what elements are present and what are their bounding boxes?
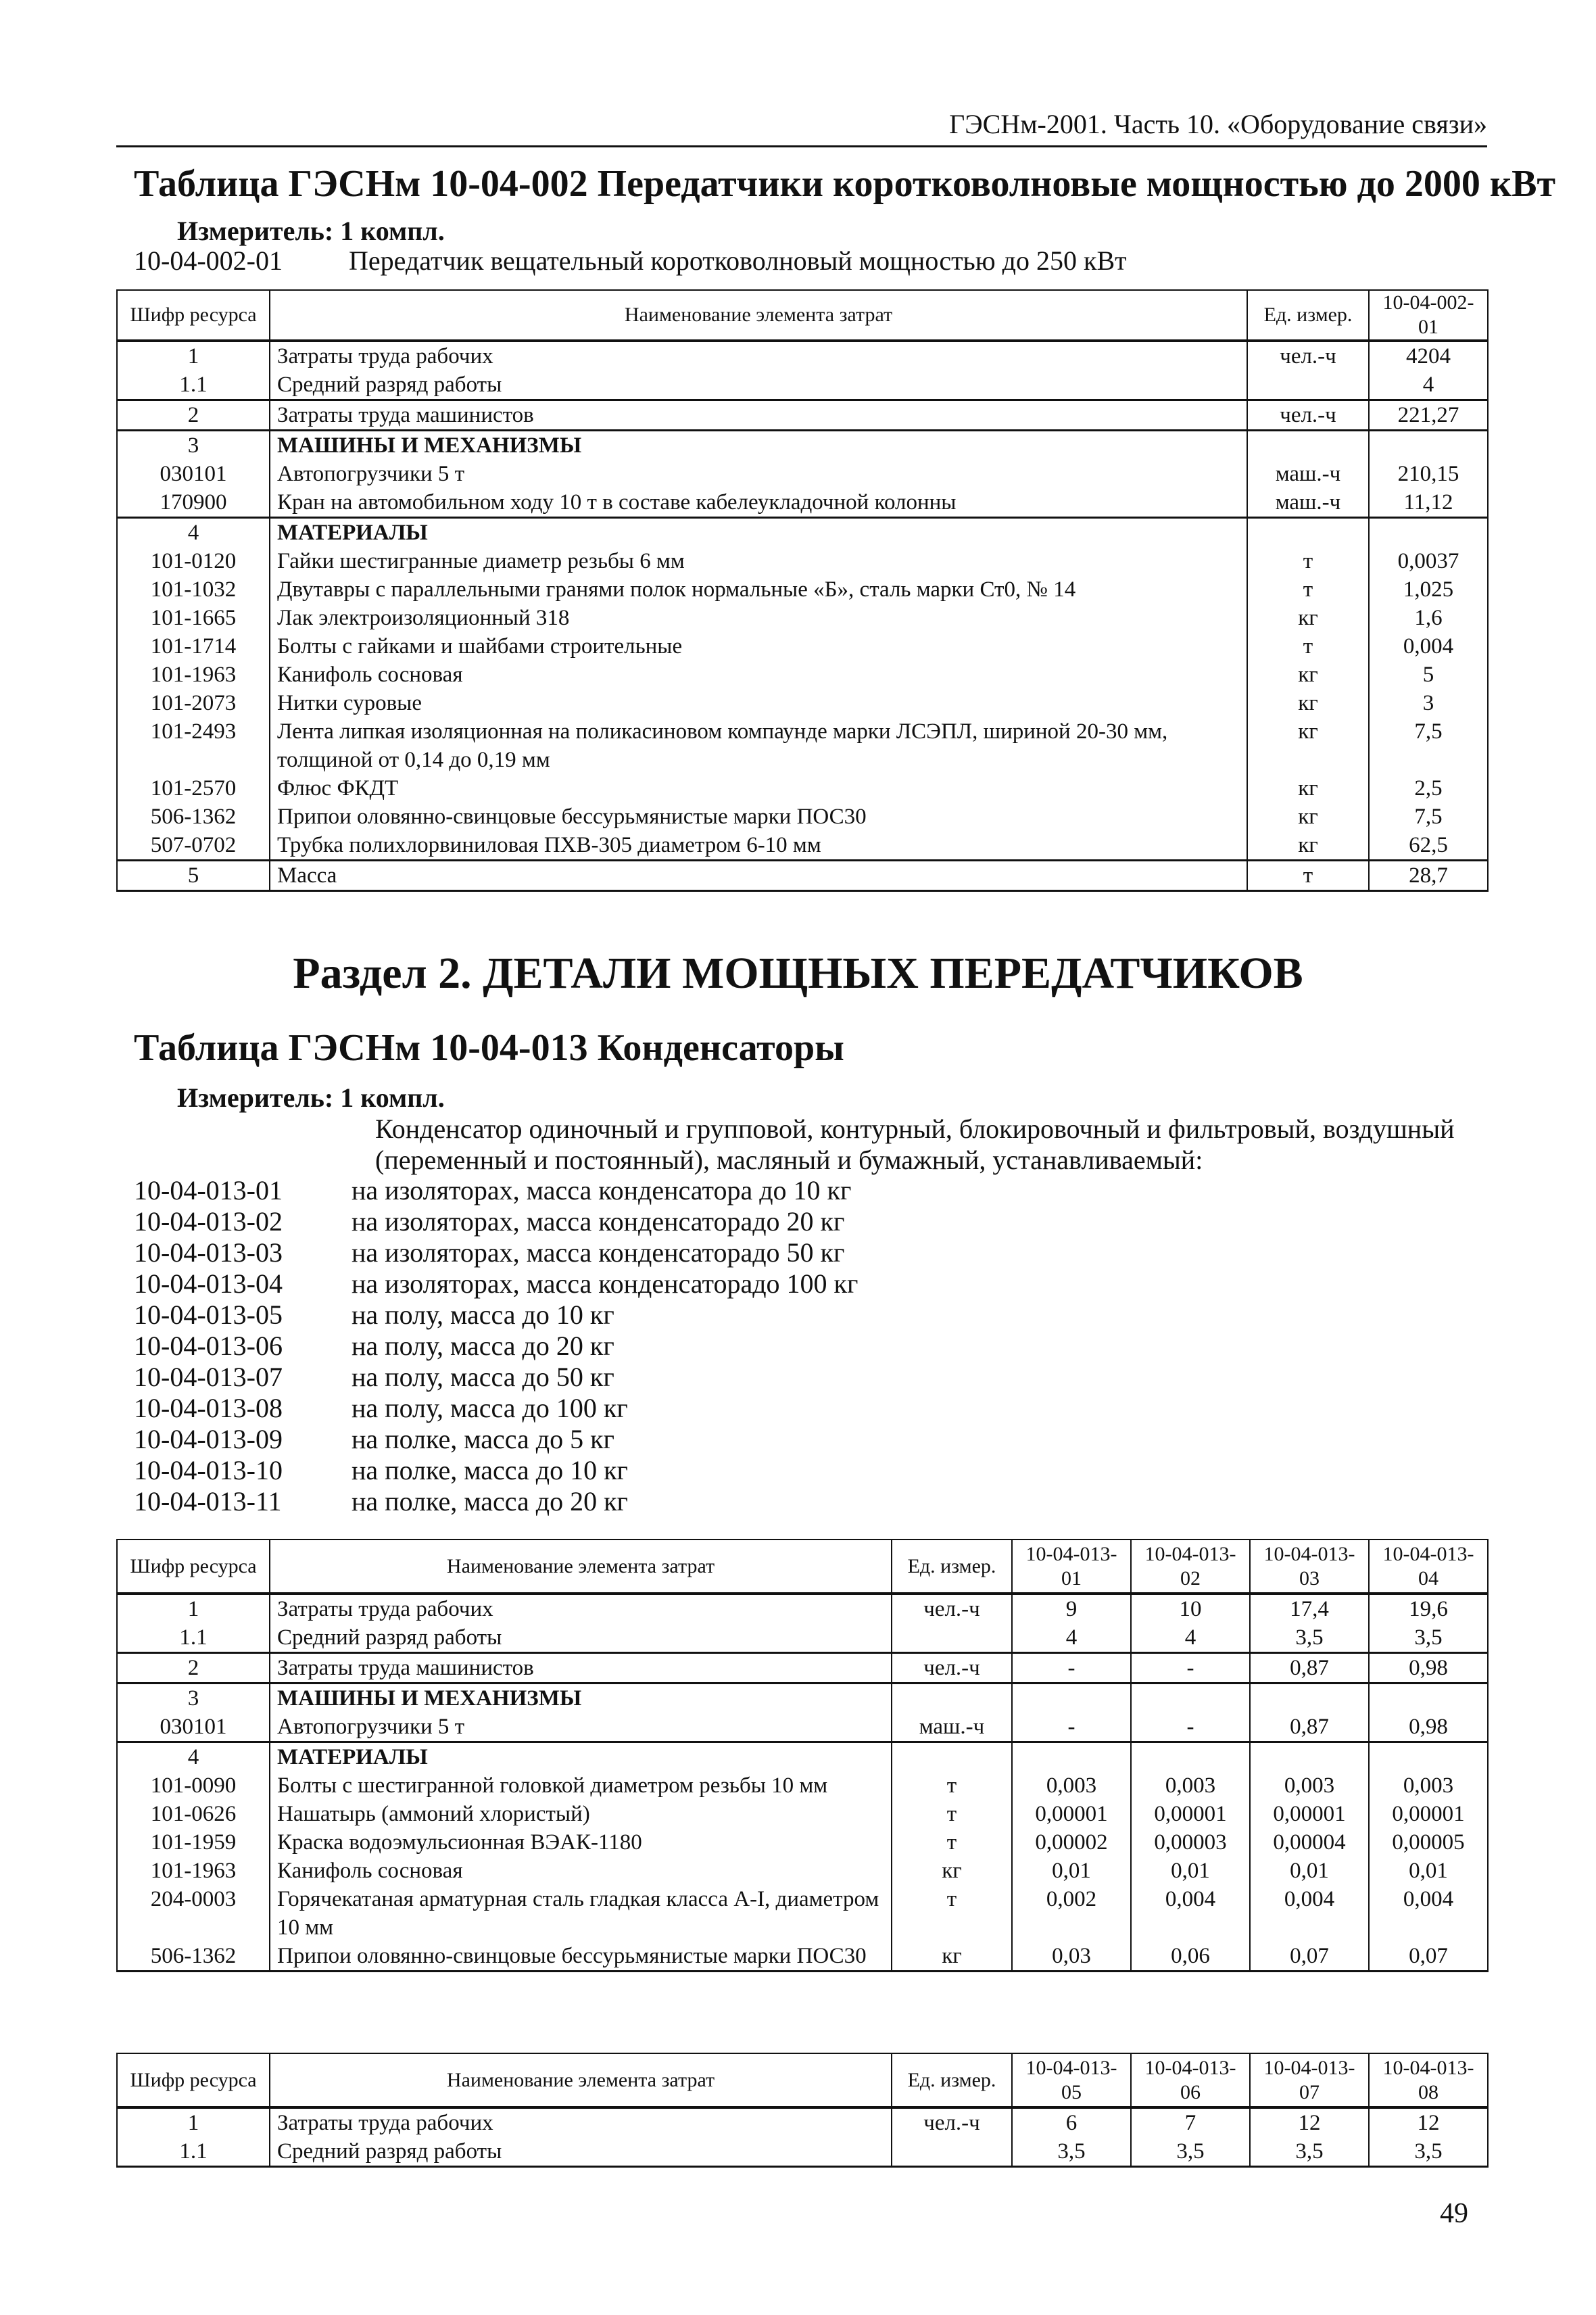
item-line bbox=[134, 1299, 858, 1331]
row-value: 0,00001 bbox=[1369, 1800, 1488, 1828]
row-name: Затраты труда машинистов bbox=[270, 400, 1247, 431]
row-value: 4204 bbox=[1369, 341, 1488, 371]
row-unit: чел.-ч bbox=[892, 1653, 1012, 1684]
table1-head-unit: Ед. измер. bbox=[1247, 290, 1369, 341]
row-code: 101-1665 bbox=[117, 604, 270, 632]
row-name: Болты с гайками и шайбами строительные bbox=[270, 632, 1247, 661]
table-row bbox=[117, 661, 1488, 689]
row-unit: т bbox=[1247, 632, 1369, 661]
row-value: 0,01 bbox=[1131, 1857, 1250, 1885]
table1-title: Таблица ГЭСНм 10-04-002 Передатчики коротковолновые мощностью до 2000 кВт bbox=[134, 163, 1555, 205]
row-name: Гайки шестигранные диаметр резьбы 6 мм bbox=[270, 547, 1247, 575]
item-line bbox=[134, 1455, 858, 1486]
running-header: ГЭСНм-2001. Часть 10. «Оборудование связи» bbox=[116, 108, 1487, 147]
row-value: 0,003 bbox=[1369, 1771, 1488, 1800]
row-value: 6 bbox=[1012, 2107, 1131, 2137]
row-value: 3,5 bbox=[1250, 1623, 1369, 1653]
table2 bbox=[116, 1539, 1489, 1972]
row-unit bbox=[1247, 431, 1369, 460]
row-value: - bbox=[1012, 1653, 1131, 1684]
table3-head-code: Шифр ресурса bbox=[117, 2053, 270, 2107]
row-value: 0,004 bbox=[1369, 1885, 1488, 1942]
row-value: 1,025 bbox=[1369, 575, 1488, 604]
row-value: 0,0037 bbox=[1369, 547, 1488, 575]
table-row bbox=[117, 1653, 1488, 1684]
row-value: 210,15 bbox=[1369, 460, 1488, 488]
table-row bbox=[117, 371, 1488, 400]
row-code: 101-1963 bbox=[117, 661, 270, 689]
row-name: Кран на автомобильном ходу 10 т в составе кабелеукладочной колонны bbox=[270, 488, 1247, 518]
item-line bbox=[134, 1206, 858, 1237]
row-value: 19,6 bbox=[1369, 1594, 1488, 1623]
row-code: 1 bbox=[117, 1594, 270, 1623]
row-unit: кг bbox=[892, 1857, 1012, 1885]
row-value: 7,5 bbox=[1369, 803, 1488, 831]
table-row bbox=[117, 604, 1488, 632]
row-unit: т bbox=[892, 1800, 1012, 1828]
row-value: 0,003 bbox=[1131, 1771, 1250, 1800]
row-unit: маш.-ч bbox=[1247, 488, 1369, 518]
row-code: 4 bbox=[117, 1742, 270, 1772]
item-text: на изоляторах, масса конденсаторадо 100 кг bbox=[352, 1268, 859, 1299]
row-value bbox=[1012, 1684, 1131, 1713]
row-code: 2 bbox=[117, 1653, 270, 1684]
row-code: 030101 bbox=[117, 460, 270, 488]
row-value: 0,00001 bbox=[1012, 1800, 1131, 1828]
row-unit: кг bbox=[1247, 604, 1369, 632]
row-value: 0,002 bbox=[1012, 1885, 1131, 1942]
row-code: 506-1362 bbox=[117, 1942, 270, 1972]
row-name: Лента липкая изоляционная на поликасиновом компаунде марки ЛСЭПЛ, шириной 20-30 мм, толщиной от 0,14 до 0,19 мм bbox=[270, 717, 1247, 774]
table-row bbox=[117, 861, 1488, 891]
section-title: Раздел 2. ДЕТАЛИ МОЩНЫХ ПЕРЕДАТЧИКОВ bbox=[293, 949, 1303, 998]
row-unit: кг bbox=[892, 1942, 1012, 1972]
table2-title: Таблица ГЭСНм 10-04-013 Конденсаторы bbox=[134, 1027, 844, 1069]
row-value: 5 bbox=[1369, 661, 1488, 689]
row-value bbox=[1250, 1684, 1369, 1713]
row-value: 0,01 bbox=[1250, 1857, 1369, 1885]
table-row bbox=[117, 1742, 1488, 1772]
row-value: 0,004 bbox=[1250, 1885, 1369, 1942]
row-code: 101-2493 bbox=[117, 717, 270, 774]
row-value bbox=[1369, 1742, 1488, 1772]
row-code: 1.1 bbox=[117, 2137, 270, 2167]
item-text: на изоляторах, масса конденсатора до 10 кг bbox=[352, 1175, 852, 1206]
row-code: 101-1959 bbox=[117, 1828, 270, 1857]
row-value: 0,004 bbox=[1369, 632, 1488, 661]
row-name: Затраты труда рабочих bbox=[270, 341, 1247, 371]
item-code: 10-04-013-03 bbox=[134, 1237, 283, 1268]
row-code: 101-0626 bbox=[117, 1800, 270, 1828]
row-unit bbox=[892, 2137, 1012, 2167]
table1-measure: Измеритель: 1 компл. bbox=[177, 216, 445, 246]
table3-head-unit: Ед. измер. bbox=[892, 2053, 1012, 2107]
table-row bbox=[117, 1771, 1488, 1800]
row-unit: т bbox=[1247, 861, 1369, 891]
table2-head-col: 10-04-013-01 bbox=[1012, 1540, 1131, 1594]
row-name: Нитки суровые bbox=[270, 689, 1247, 717]
row-value: 0,98 bbox=[1369, 1653, 1488, 1684]
row-code: 101-2570 bbox=[117, 774, 270, 803]
row-value bbox=[1131, 1684, 1250, 1713]
item-line bbox=[134, 1237, 858, 1268]
table-row bbox=[117, 1885, 1488, 1942]
row-code: 101-2073 bbox=[117, 689, 270, 717]
row-value bbox=[1369, 518, 1488, 548]
table2-head-col: 10-04-013-02 bbox=[1131, 1540, 1250, 1594]
table-row bbox=[117, 575, 1488, 604]
row-code: 101-1963 bbox=[117, 1857, 270, 1885]
table-row bbox=[117, 1800, 1488, 1828]
row-value: 0,004 bbox=[1131, 1885, 1250, 1942]
row-unit bbox=[1247, 518, 1369, 548]
table2-head-col: 10-04-013-04 bbox=[1369, 1540, 1488, 1594]
table1-item-text: Передатчик вещательный коротковолновый мощностью до 250 кВт bbox=[349, 245, 1127, 276]
row-value: - bbox=[1012, 1713, 1131, 1742]
row-name: Двутавры с параллельными гранями полок нормальные «Б», сталь марки Ст0, № 14 bbox=[270, 575, 1247, 604]
table-row bbox=[117, 1623, 1488, 1653]
row-unit: кг bbox=[1247, 661, 1369, 689]
row-unit: т bbox=[892, 1771, 1012, 1800]
row-value bbox=[1369, 1684, 1488, 1713]
row-name: Средний разряд работы bbox=[270, 1623, 892, 1653]
table-row bbox=[117, 518, 1488, 548]
row-unit: маш.-ч bbox=[1247, 460, 1369, 488]
row-unit bbox=[892, 1684, 1012, 1713]
row-value: 1,6 bbox=[1369, 604, 1488, 632]
row-value bbox=[1012, 1742, 1131, 1772]
row-value: - bbox=[1131, 1713, 1250, 1742]
row-name: Нашатырь (аммоний хлористый) bbox=[270, 1800, 892, 1828]
item-line bbox=[134, 1331, 858, 1362]
row-value: 3,5 bbox=[1250, 2137, 1369, 2167]
row-value: 7,5 bbox=[1369, 717, 1488, 774]
row-unit bbox=[1247, 371, 1369, 400]
row-code: 101-1032 bbox=[117, 575, 270, 604]
row-value: 0,00001 bbox=[1131, 1800, 1250, 1828]
row-name: Средний разряд работы bbox=[270, 371, 1247, 400]
table-row bbox=[117, 341, 1488, 371]
row-unit: кг bbox=[1247, 774, 1369, 803]
row-code: 1 bbox=[117, 2107, 270, 2137]
item-text: на полу, масса до 100 кг bbox=[352, 1393, 628, 1423]
row-name: МАШИНЫ И МЕХАНИЗМЫ bbox=[270, 431, 1247, 460]
row-value: 7 bbox=[1131, 2107, 1250, 2137]
row-code: 170900 bbox=[117, 488, 270, 518]
row-value bbox=[1131, 1742, 1250, 1772]
item-text: на полке, масса до 5 кг bbox=[352, 1424, 614, 1454]
table2-item-list bbox=[134, 1175, 858, 1517]
row-value: 0,003 bbox=[1012, 1771, 1131, 1800]
row-value: - bbox=[1131, 1653, 1250, 1684]
row-unit: кг bbox=[1247, 803, 1369, 831]
row-unit: чел.-ч bbox=[1247, 341, 1369, 371]
row-value: 3 bbox=[1369, 689, 1488, 717]
row-value: 11,12 bbox=[1369, 488, 1488, 518]
row-name: Канифоль сосновая bbox=[270, 661, 1247, 689]
table2-intro-line2: (переменный и постоянный), масляный и бумажный, устанавливаемый: bbox=[375, 1145, 1203, 1175]
row-unit: кг bbox=[1247, 717, 1369, 774]
item-text: на полу, масса до 50 кг bbox=[352, 1362, 614, 1392]
table2-head-unit: Ед. измер. bbox=[892, 1540, 1012, 1594]
row-code: 030101 bbox=[117, 1713, 270, 1742]
row-unit: кг bbox=[1247, 689, 1369, 717]
table-row bbox=[117, 803, 1488, 831]
table-row bbox=[117, 717, 1488, 774]
row-value: 0,87 bbox=[1250, 1713, 1369, 1742]
row-value: 0,87 bbox=[1250, 1653, 1369, 1684]
table2-head-name: Наименование элемента затрат bbox=[270, 1540, 892, 1594]
row-code: 101-0120 bbox=[117, 547, 270, 575]
item-line bbox=[134, 1362, 858, 1393]
table1-head-col1: 10-04-002-01 bbox=[1369, 290, 1488, 341]
row-name: МАТЕРИАЛЫ bbox=[270, 1742, 892, 1772]
item-text: на полу, масса до 20 кг bbox=[352, 1331, 614, 1361]
table-row bbox=[117, 2107, 1488, 2137]
table1-item-code: 10-04-002-01 bbox=[134, 245, 283, 276]
row-name: Болты с шестигранной головкой диаметром резьбы 10 мм bbox=[270, 1771, 892, 1800]
table3-head-col: 10-04-013-05 bbox=[1012, 2053, 1131, 2107]
row-unit: т bbox=[1247, 547, 1369, 575]
item-code: 10-04-013-06 bbox=[134, 1331, 283, 1361]
row-name: Затраты труда рабочих bbox=[270, 2107, 892, 2137]
row-name: Автопогрузчики 5 т bbox=[270, 1713, 892, 1742]
table-row bbox=[117, 460, 1488, 488]
item-text: на полу, масса до 10 кг bbox=[352, 1299, 614, 1330]
row-name: Лак электроизоляционный 318 bbox=[270, 604, 1247, 632]
row-unit bbox=[892, 1742, 1012, 1772]
item-code: 10-04-013-01 bbox=[134, 1175, 283, 1206]
row-value: 0,07 bbox=[1369, 1942, 1488, 1972]
item-code: 10-04-013-07 bbox=[134, 1362, 283, 1392]
item-code: 10-04-013-11 bbox=[134, 1486, 282, 1517]
table3 bbox=[116, 2053, 1489, 2168]
row-value: 4 bbox=[1012, 1623, 1131, 1653]
row-name: Припои оловянно-свинцовые бессурьмянистые марки ПОС30 bbox=[270, 803, 1247, 831]
row-value: 0,98 bbox=[1369, 1713, 1488, 1742]
row-value: 221,27 bbox=[1369, 400, 1488, 431]
table1 bbox=[116, 289, 1489, 892]
row-name: Затраты труда машинистов bbox=[270, 1653, 892, 1684]
item-text: на полке, масса до 10 кг bbox=[352, 1455, 628, 1485]
row-name: Краска водоэмульсионная ВЭАК-1180 bbox=[270, 1828, 892, 1857]
row-value: 0,01 bbox=[1369, 1857, 1488, 1885]
row-value: 0,06 bbox=[1131, 1942, 1250, 1972]
row-unit bbox=[892, 1623, 1012, 1653]
table-row bbox=[117, 2137, 1488, 2167]
table2-head-col: 10-04-013-03 bbox=[1250, 1540, 1369, 1594]
row-name: Трубка полихлорвиниловая ПХВ-305 диаметром 6-10 мм bbox=[270, 831, 1247, 861]
row-code: 1.1 bbox=[117, 1623, 270, 1653]
table-row bbox=[117, 1942, 1488, 1972]
table3-head-col: 10-04-013-08 bbox=[1369, 2053, 1488, 2107]
row-value bbox=[1369, 431, 1488, 460]
table2-measure: Измеритель: 1 компл. bbox=[177, 1082, 445, 1113]
row-code: 3 bbox=[117, 1684, 270, 1713]
row-value: 12 bbox=[1369, 2107, 1488, 2137]
row-name: МАШИНЫ И МЕХАНИЗМЫ bbox=[270, 1684, 892, 1713]
row-unit: чел.-ч bbox=[1247, 400, 1369, 431]
row-value: 3,5 bbox=[1369, 1623, 1488, 1653]
row-unit: кг bbox=[1247, 831, 1369, 861]
row-value: 0,00003 bbox=[1131, 1828, 1250, 1857]
item-text: на изоляторах, масса конденсаторадо 20 кг bbox=[352, 1206, 845, 1237]
table-row bbox=[117, 1713, 1488, 1742]
row-code: 1 bbox=[117, 341, 270, 371]
row-name: Средний разряд работы bbox=[270, 2137, 892, 2167]
item-line bbox=[134, 1393, 858, 1424]
row-value: 0,00004 bbox=[1250, 1828, 1369, 1857]
row-code: 1.1 bbox=[117, 371, 270, 400]
table-row bbox=[117, 1594, 1488, 1623]
row-name: Затраты труда рабочих bbox=[270, 1594, 892, 1623]
table1-item bbox=[134, 245, 1127, 277]
table3-head-col: 10-04-013-07 bbox=[1250, 2053, 1369, 2107]
row-value: 4 bbox=[1131, 1623, 1250, 1653]
item-line bbox=[134, 1268, 858, 1299]
table-row bbox=[117, 1684, 1488, 1713]
row-name: Автопогрузчики 5 т bbox=[270, 460, 1247, 488]
row-value: 0,03 bbox=[1012, 1942, 1131, 1972]
table-row bbox=[117, 1828, 1488, 1857]
row-value: 2,5 bbox=[1369, 774, 1488, 803]
row-value: 0,00005 bbox=[1369, 1828, 1488, 1857]
table2-intro-line1: Конденсатор одиночный и групповой, контурный, блокировочный и фильтровый, воздушный bbox=[375, 1114, 1455, 1144]
item-code: 10-04-013-10 bbox=[134, 1455, 283, 1485]
item-text: на полке, масса до 20 кг bbox=[352, 1486, 628, 1517]
item-line bbox=[134, 1175, 858, 1206]
row-name: Горячекатаная арматурная сталь гладкая класса А-I, диаметром 10 мм bbox=[270, 1885, 892, 1942]
row-value: 0,01 bbox=[1012, 1857, 1131, 1885]
row-name: Масса bbox=[270, 861, 1247, 891]
row-value: 9 bbox=[1012, 1594, 1131, 1623]
table-row bbox=[117, 831, 1488, 861]
row-unit: т bbox=[1247, 575, 1369, 604]
row-value: 10 bbox=[1131, 1594, 1250, 1623]
table-row bbox=[117, 1857, 1488, 1885]
row-code: 507-0702 bbox=[117, 831, 270, 861]
row-name: Канифоль сосновая bbox=[270, 1857, 892, 1885]
item-code: 10-04-013-05 bbox=[134, 1299, 283, 1330]
row-value: 3,5 bbox=[1012, 2137, 1131, 2167]
row-value bbox=[1250, 1742, 1369, 1772]
row-value: 0,07 bbox=[1250, 1942, 1369, 1972]
table-row bbox=[117, 632, 1488, 661]
row-value: 12 bbox=[1250, 2107, 1369, 2137]
row-code: 5 bbox=[117, 861, 270, 891]
table-row bbox=[117, 400, 1488, 431]
table2-head-code: Шифр ресурса bbox=[117, 1540, 270, 1594]
row-code: 506-1362 bbox=[117, 803, 270, 831]
row-name: МАТЕРИАЛЫ bbox=[270, 518, 1247, 548]
row-code: 3 bbox=[117, 431, 270, 460]
row-unit: т bbox=[892, 1885, 1012, 1942]
table-row bbox=[117, 774, 1488, 803]
item-line bbox=[134, 1424, 858, 1455]
row-unit: маш.-ч bbox=[892, 1713, 1012, 1742]
row-name: Припои оловянно-свинцовые бессурьмянистые марки ПОС30 bbox=[270, 1942, 892, 1972]
row-value: 4 bbox=[1369, 371, 1488, 400]
item-text: на изоляторах, масса конденсаторадо 50 кг bbox=[352, 1237, 845, 1268]
row-code: 101-0090 bbox=[117, 1771, 270, 1800]
row-value: 3,5 bbox=[1131, 2137, 1250, 2167]
table-row bbox=[117, 431, 1488, 460]
table-row bbox=[117, 689, 1488, 717]
item-code: 10-04-013-02 bbox=[134, 1206, 283, 1237]
row-unit: чел.-ч bbox=[892, 1594, 1012, 1623]
row-value: 0,00001 bbox=[1250, 1800, 1369, 1828]
item-code: 10-04-013-09 bbox=[134, 1424, 283, 1454]
row-unit: т bbox=[892, 1828, 1012, 1857]
item-code: 10-04-013-04 bbox=[134, 1268, 283, 1299]
row-value: 0,003 bbox=[1250, 1771, 1369, 1800]
row-value: 3,5 bbox=[1369, 2137, 1488, 2167]
row-value: 0,00002 bbox=[1012, 1828, 1131, 1857]
row-code: 204-0003 bbox=[117, 1885, 270, 1942]
table-row bbox=[117, 547, 1488, 575]
row-unit: чел.-ч bbox=[892, 2107, 1012, 2137]
table3-head-col: 10-04-013-06 bbox=[1131, 2053, 1250, 2107]
item-code: 10-04-013-08 bbox=[134, 1393, 283, 1423]
row-code: 2 bbox=[117, 400, 270, 431]
row-name: Флюс ФКДТ bbox=[270, 774, 1247, 803]
page-number: 49 bbox=[1440, 2198, 1468, 2229]
row-value: 28,7 bbox=[1369, 861, 1488, 891]
table1-head-code: Шифр ресурса bbox=[117, 290, 270, 341]
row-code: 4 bbox=[117, 518, 270, 548]
table1-head-name: Наименование элемента затрат bbox=[270, 290, 1247, 341]
row-code: 101-1714 bbox=[117, 632, 270, 661]
row-value: 17,4 bbox=[1250, 1594, 1369, 1623]
table3-head-name: Наименование элемента затрат bbox=[270, 2053, 892, 2107]
table-row bbox=[117, 488, 1488, 518]
row-value: 62,5 bbox=[1369, 831, 1488, 861]
item-line bbox=[134, 1486, 858, 1517]
